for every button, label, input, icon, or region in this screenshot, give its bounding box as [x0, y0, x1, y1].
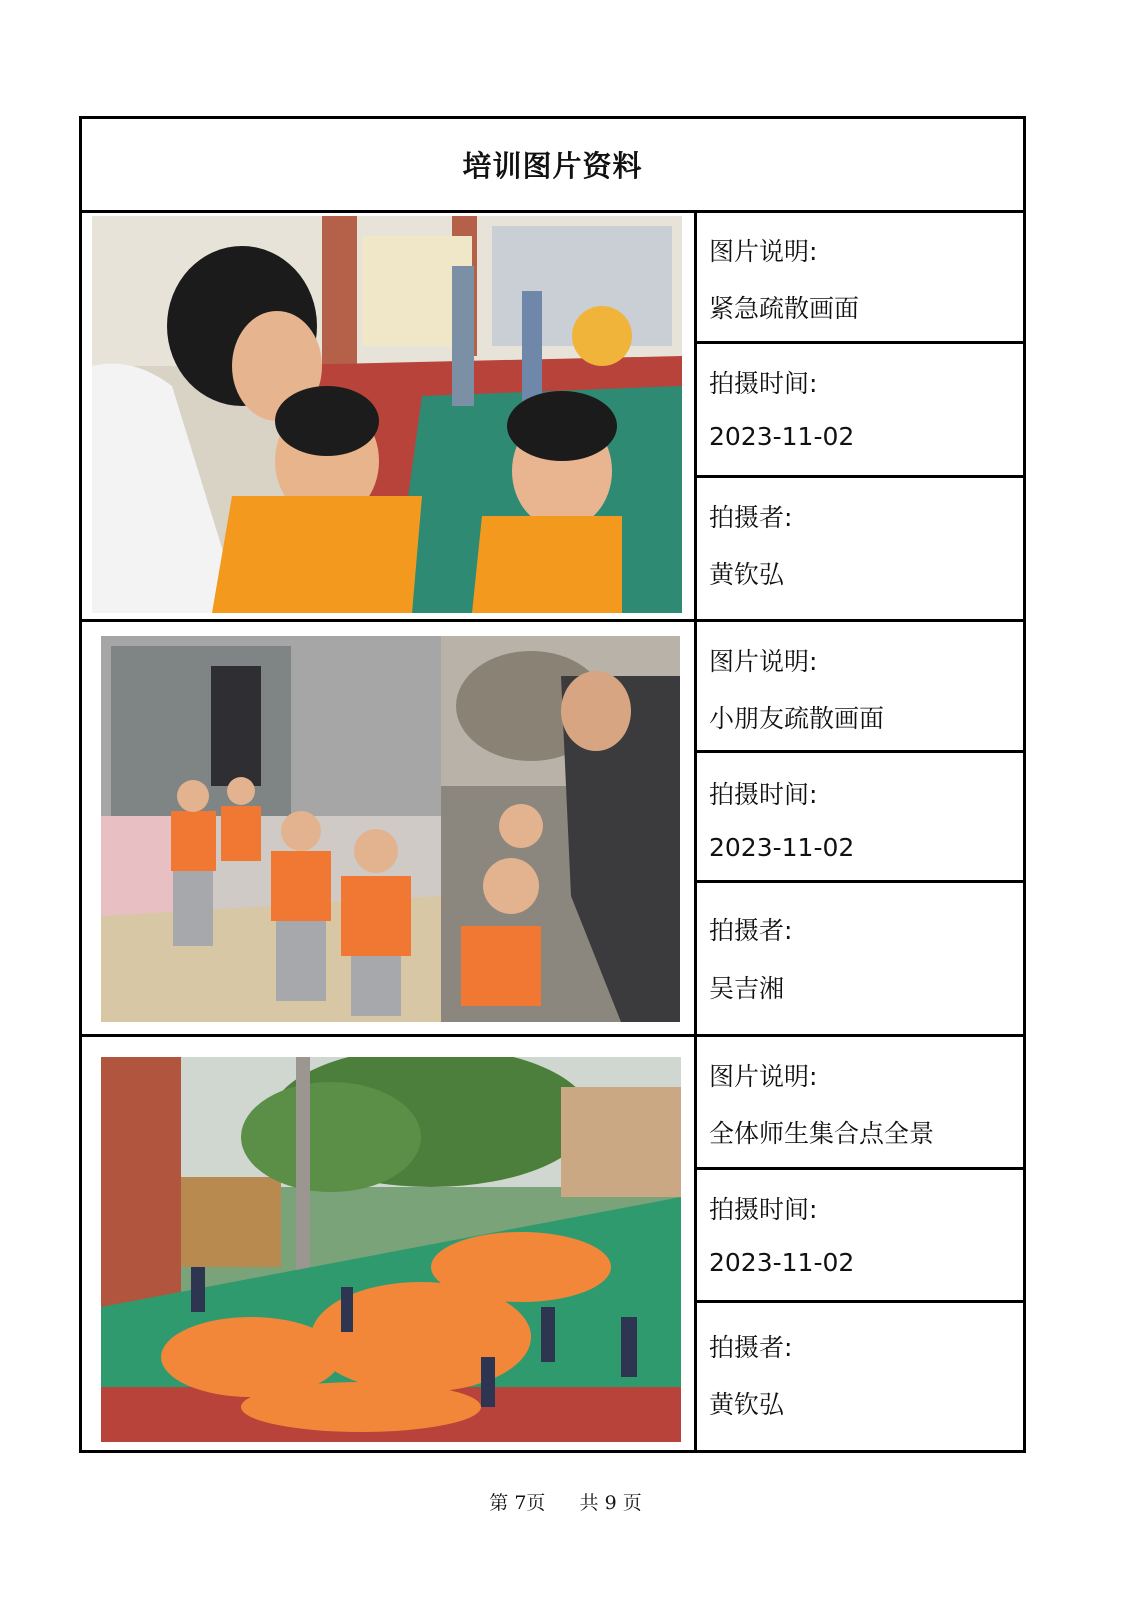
photo-evacuation-image [92, 216, 682, 613]
table-title-row [82, 119, 1023, 213]
photo-entry-3 [82, 1037, 1023, 1450]
shooting-time-value: 2023-11-02 [709, 833, 855, 862]
shooting-time-value: 2023-11-02 [709, 1248, 855, 1277]
photographer-field [697, 478, 1023, 622]
shooting-time-field [697, 344, 1023, 478]
photo-cell [82, 622, 697, 1034]
photo-cell [82, 1037, 697, 1450]
photo-children-evacuation-image [101, 636, 680, 1022]
photographer-label: 拍摄者: [709, 1333, 793, 1362]
description-label: 图片说明: [709, 1062, 818, 1091]
photo-info-1 [697, 210, 1023, 619]
page-footer [0, 1488, 1131, 1515]
photographer-value: 黄钦弘 [709, 560, 785, 589]
description-label: 图片说明: [709, 647, 818, 676]
description-value: 全体师生集合点全景 [709, 1119, 935, 1148]
page-title: 培训图片资料 [462, 149, 643, 183]
description-value: 紧急疏散画面 [709, 294, 860, 323]
photographer-field [697, 1303, 1023, 1450]
photo-info-3 [697, 1037, 1023, 1450]
photographer-label: 拍摄者: [709, 503, 793, 532]
photographer-value: 黄钦弘 [709, 1390, 785, 1419]
photographer-value: 吴吉湘 [709, 974, 785, 1003]
description-value: 小朋友疏散画面 [709, 704, 885, 733]
page-number-current: 第 7页 [489, 1492, 546, 1514]
description-field [697, 622, 1023, 753]
description-field [697, 1037, 1023, 1170]
description-field [697, 210, 1023, 344]
photo-info-2 [697, 622, 1023, 1034]
page-number-total: 共 9 页 [579, 1492, 642, 1514]
photographer-label: 拍摄者: [709, 916, 793, 945]
photo-assembly-point-image [101, 1057, 681, 1442]
photo-entry-2 [82, 622, 1023, 1037]
shooting-time-value: 2023-11-02 [709, 422, 855, 451]
shooting-time-label: 拍摄时间: [709, 369, 818, 398]
photographer-field [697, 883, 1023, 1037]
shooting-time-label: 拍摄时间: [709, 1195, 818, 1224]
photo-entry-1 [82, 210, 1023, 622]
shooting-time-label: 拍摄时间: [709, 780, 818, 809]
shooting-time-field [697, 753, 1023, 883]
description-label: 图片说明: [709, 237, 818, 266]
photo-cell [82, 210, 697, 619]
training-photo-table [79, 116, 1026, 1453]
shooting-time-field [697, 1170, 1023, 1303]
